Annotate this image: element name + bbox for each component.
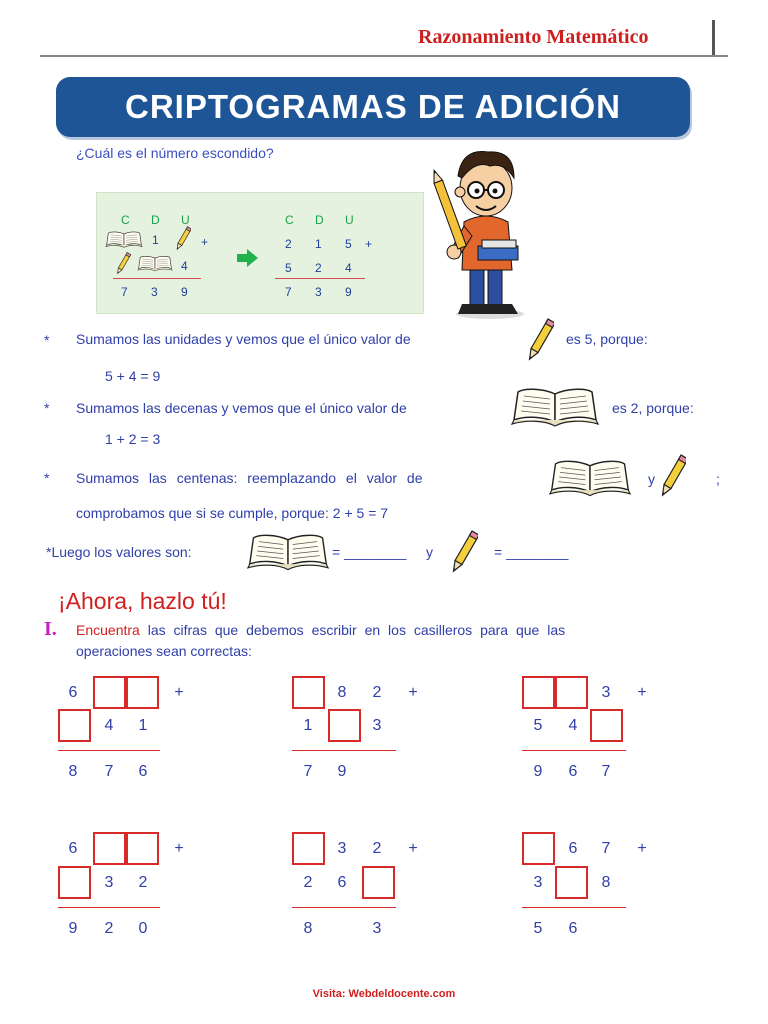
p2-result: 9 xyxy=(337,763,347,780)
right-plus: + xyxy=(365,237,373,251)
bullet-star: * xyxy=(44,470,50,486)
left-result-d: 3 xyxy=(151,285,158,299)
p6-answer-box[interactable] xyxy=(522,832,555,865)
p2-sum-line xyxy=(292,750,396,751)
book-answer-blank[interactable]: = ________ xyxy=(332,544,407,560)
header-rule xyxy=(40,55,728,57)
p5-sum-line xyxy=(292,907,396,908)
step2-equation: 1 + 2 = 3 xyxy=(105,431,161,447)
step1-text: Sumamos las unidades y vemos que el único valor de xyxy=(76,331,411,347)
book-icon xyxy=(105,229,143,249)
p4-plus: + xyxy=(174,840,184,857)
p4-digit: 2 xyxy=(138,874,148,891)
right-row1-c: 2 xyxy=(285,237,292,251)
p6-plus: + xyxy=(637,840,647,857)
p2-digit: 3 xyxy=(372,717,382,734)
p1-result: 8 xyxy=(68,763,78,780)
step2-text: Sumamos las decenas y vemos que el único valor de xyxy=(76,400,407,416)
p2-digit: 2 xyxy=(372,684,382,701)
p5-result: 8 xyxy=(303,920,313,937)
p5-digit: 6 xyxy=(337,874,347,891)
p3-digit: 4 xyxy=(568,717,578,734)
step1-text-end: es 5, porque: xyxy=(566,331,648,347)
student-illustration xyxy=(428,140,534,320)
p6-result: 6 xyxy=(568,920,578,937)
step3-y: y xyxy=(648,471,655,487)
p4-result: 9 xyxy=(68,920,78,937)
right-result-u: 9 xyxy=(345,285,352,299)
example-box xyxy=(96,192,424,314)
p6-digit: 7 xyxy=(601,840,611,857)
page-title: CRIPTOGRAMAS DE ADICIÓN xyxy=(124,88,622,125)
exercise-keyword: Encuentra xyxy=(76,622,140,638)
exercise-line2: operaciones sean correctas: xyxy=(76,643,252,659)
p1-digit: 4 xyxy=(104,717,114,734)
p1-result: 7 xyxy=(104,763,114,780)
p3-answer-box[interactable] xyxy=(555,676,588,709)
pencil-icon xyxy=(660,452,686,502)
header-title: Razonamiento Matemático xyxy=(418,26,649,48)
right-sum-line xyxy=(275,278,365,279)
p6-digit: 6 xyxy=(568,840,578,857)
bullet-star: * xyxy=(44,332,50,348)
p5-answer-box[interactable] xyxy=(362,866,395,899)
p4-answer-box[interactable] xyxy=(58,866,91,899)
p5-digit: 2 xyxy=(372,840,382,857)
footer-link[interactable]: Visita: Webdeldocente.com xyxy=(312,988,456,1000)
p4-answer-box[interactable] xyxy=(126,832,159,865)
right-row2-u: 4 xyxy=(345,261,352,275)
p5-digit: 3 xyxy=(337,840,347,857)
right-row1-d: 1 xyxy=(315,237,322,251)
pencil-icon xyxy=(526,316,554,366)
p5-answer-box[interactable] xyxy=(292,832,325,865)
pencil-icon xyxy=(175,225,191,253)
right-row1-u: 5 xyxy=(345,237,352,251)
book-icon xyxy=(548,456,632,498)
question-text: ¿Cuál es el número escondido? xyxy=(76,145,274,161)
p1-plus: + xyxy=(174,684,184,701)
book-icon xyxy=(246,530,330,572)
p4-answer-box[interactable] xyxy=(93,832,126,865)
p6-sum-line xyxy=(522,907,626,908)
left-result-c: 7 xyxy=(121,285,128,299)
right-result-c: 7 xyxy=(285,285,292,299)
p2-result: 7 xyxy=(303,763,313,780)
p2-digit: 8 xyxy=(337,684,347,701)
exercise-number: I. xyxy=(44,618,57,640)
p1-answer-box[interactable] xyxy=(126,676,159,709)
step3-text-2: comprobamos que si se cumple, porque: 2 + 5 = 7 xyxy=(76,505,389,521)
p3-plus: + xyxy=(637,684,647,701)
right-row2-d: 2 xyxy=(315,261,322,275)
right-row2-c: 5 xyxy=(285,261,292,275)
p3-answer-box[interactable] xyxy=(590,709,623,742)
p1-answer-box[interactable] xyxy=(93,676,126,709)
p4-sum-line xyxy=(58,907,160,908)
p4-digit: 3 xyxy=(104,874,114,891)
page-title-banner xyxy=(56,77,690,137)
p6-digit: 8 xyxy=(601,874,611,891)
left-row2-digit: 4 xyxy=(181,259,188,273)
p3-result: 9 xyxy=(533,763,543,780)
p4-result: 2 xyxy=(104,920,114,937)
header-divider xyxy=(712,20,715,56)
p3-digit: 5 xyxy=(533,717,543,734)
p3-digit: 3 xyxy=(601,684,611,701)
p4-result: 0 xyxy=(138,920,148,937)
left-plus: + xyxy=(201,235,209,249)
p3-sum-line xyxy=(522,750,626,751)
p1-digit: 1 xyxy=(138,717,148,734)
pencil-answer-blank[interactable]: = ________ xyxy=(494,544,569,560)
p1-result: 6 xyxy=(138,763,148,780)
right-result-d: 3 xyxy=(315,285,322,299)
p5-plus: + xyxy=(408,840,418,857)
arrow-right-icon xyxy=(237,249,259,267)
label-u: U xyxy=(181,213,190,227)
book-icon xyxy=(137,253,173,273)
step4-y: y xyxy=(426,544,433,560)
p6-result: 5 xyxy=(533,920,543,937)
p1-sum-line xyxy=(58,750,160,751)
p5-result: 3 xyxy=(372,920,382,937)
pencil-icon xyxy=(115,251,131,277)
step4-text: *Luego los valores son: xyxy=(46,544,192,560)
p2-answer-box[interactable] xyxy=(292,676,325,709)
pencil-icon xyxy=(450,528,478,578)
p2-digit: 1 xyxy=(303,717,313,734)
ahora-heading: ¡Ahora, hazlo tú! xyxy=(58,588,227,614)
p2-answer-box[interactable] xyxy=(328,709,361,742)
p2-plus: + xyxy=(408,684,418,701)
left-row1-digit: 1 xyxy=(152,233,159,247)
right-label-c: C xyxy=(285,213,294,227)
step3-text: Sumamos las centenas: reemplazando el valor de xyxy=(76,470,423,486)
p1-digit: 6 xyxy=(68,684,78,701)
label-d: D xyxy=(151,213,160,227)
step2-text-end: es 2, porque: xyxy=(612,400,694,416)
step3-semicolon: ; xyxy=(716,471,720,487)
p4-digit: 6 xyxy=(68,840,78,857)
left-sum-line xyxy=(113,278,201,279)
p6-answer-box[interactable] xyxy=(555,866,588,899)
left-result-u: 9 xyxy=(181,285,188,299)
p5-digit: 2 xyxy=(303,874,313,891)
bullet-star: * xyxy=(44,400,50,416)
right-label-u: U xyxy=(345,213,354,227)
step1-equation: 5 + 4 = 9 xyxy=(105,368,161,384)
right-label-d: D xyxy=(315,213,324,227)
p3-result: 6 xyxy=(568,763,578,780)
p3-result: 7 xyxy=(601,763,611,780)
p3-answer-box[interactable] xyxy=(522,676,555,709)
exercise-line1: las cifras que debemos escribir en los casilleros para que las xyxy=(139,622,566,638)
book-icon xyxy=(510,384,600,428)
p6-digit: 3 xyxy=(533,874,543,891)
exercise-instruction xyxy=(76,622,722,638)
p1-answer-box[interactable] xyxy=(58,709,91,742)
label-c: C xyxy=(121,213,130,227)
